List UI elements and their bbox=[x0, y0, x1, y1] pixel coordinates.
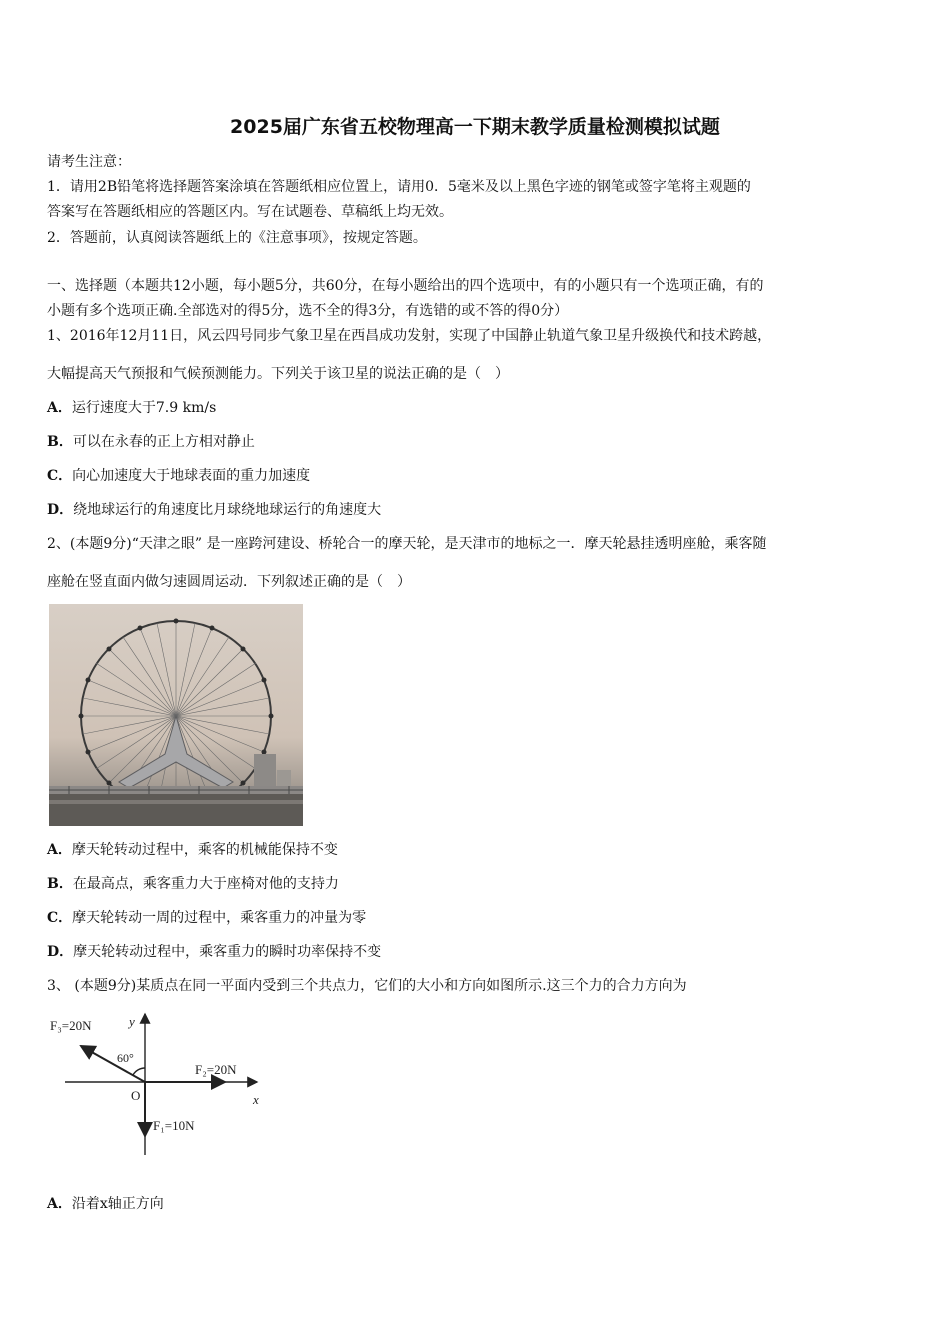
q1-option-c: C．向心加速度大于地球表面的重力加速度 bbox=[47, 468, 311, 484]
q1-option-d: D．绕地球运行的角速度比月球绕地球运行的角速度大 bbox=[47, 502, 382, 518]
notice-line-2: 2．答题前，认真阅读答题纸上的《注意事项》，按规定答题。 bbox=[47, 230, 427, 246]
notice-line-1b: 答案写在答题纸相应的答题区内。写在试题卷、草稿纸上均无效。 bbox=[47, 204, 453, 220]
q1-stem-line-1: 1、2016年12月11日，风云四号同步气象卫星在西昌成功发射，实现了中国静止轨道气象卫星升级换代和技术跨越， bbox=[47, 328, 772, 344]
force-f1-label: F₁=10N bbox=[153, 1118, 195, 1133]
page-title: 2025届广东省五校物理高一下期末教学质量检测模拟试题 bbox=[230, 116, 720, 138]
q2-stem-line-1: 2、(本题9分)“天津之眼” 是一座跨河建设、桥轮合一的摩天轮，是天津市的地标之一．摩天轮悬挂透明座舱，乘客随 bbox=[47, 536, 767, 552]
q1-stem-line-2: 大幅提高天气预报和气候预测能力。下列关于该卫星的说法正确的是（ ） bbox=[47, 366, 509, 382]
notice-heading: 请考生注意： bbox=[47, 154, 131, 170]
q2-stem-line-2: 座舱在竖直面内做匀速圆周运动．下列叙述正确的是（ ） bbox=[47, 574, 411, 590]
force-diagram bbox=[47, 1010, 277, 1164]
notice-line-1: 1．请用2B铅笔将选择题答案涂填在答题纸相应位置上，请用0．5毫米及以上黑色字迹的钢笔或签字笔将主观题的 bbox=[47, 179, 751, 195]
angle-label: 60° bbox=[117, 1051, 134, 1065]
q2-option-b: B．在最高点，乘客重力大于座椅对他的支持力 bbox=[47, 876, 339, 892]
q1-option-b: B．可以在永春的正上方相对静止 bbox=[47, 434, 255, 450]
y-axis-label: y bbox=[129, 1014, 135, 1029]
section-header-line-1: 一、选择题（本题共12小题，每小题5分，共60分，在每小题给出的四个选项中，有的小题只有一个选项正确，有的 bbox=[47, 278, 764, 294]
x-axis-label: x bbox=[253, 1092, 259, 1107]
q2-option-d: D．摩天轮转动过程中，乘客重力的瞬时功率保持不变 bbox=[47, 944, 382, 960]
q2-option-c: C．摩天轮转动一周的过程中，乘客重力的冲量为零 bbox=[47, 910, 367, 926]
q3-option-a: A．沿着x轴正方向 bbox=[47, 1196, 164, 1212]
force-f3-label: F₃=20N bbox=[50, 1018, 92, 1033]
ferris-wheel-photo bbox=[49, 604, 303, 826]
q2-option-a: A．摩天轮转动过程中，乘客的机械能保持不变 bbox=[47, 842, 338, 858]
section-header-line-2: 小题有多个选项正确.全部选对的得5分，选不全的得3分，有选错的或不答的得0分） bbox=[47, 303, 569, 319]
q3-stem: 3、 (本题9分)某质点在同一平面内受到三个共点力，它们的大小和方向如图所示.这三个力的合力方向为 bbox=[47, 978, 687, 994]
force-f2-label: F₂=20N bbox=[195, 1062, 237, 1077]
q1-option-a: A．运行速度大于7.9 km/s bbox=[47, 400, 217, 416]
origin-label: O bbox=[131, 1088, 141, 1103]
